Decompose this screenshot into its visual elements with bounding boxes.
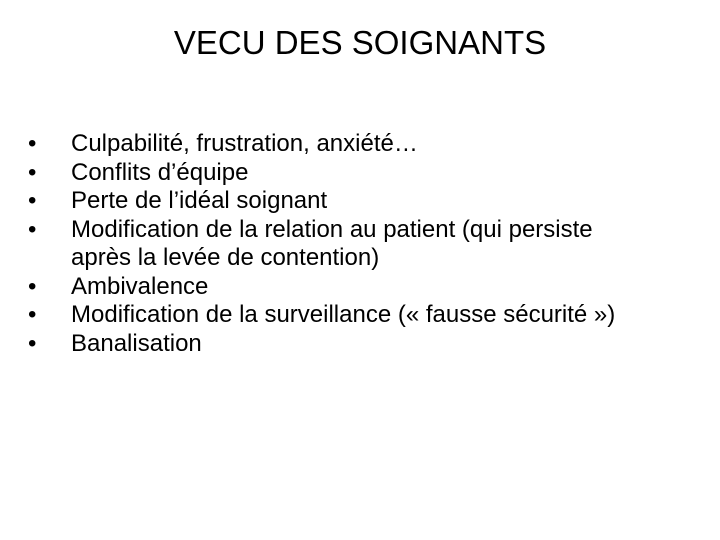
- bullet-text: Culpabilité, frustration, anxiété…: [71, 130, 418, 157]
- list-item: [28, 159, 648, 188]
- bullet-icon: •: [28, 158, 37, 186]
- bullet-text: Modification de la surveillance (« fausse sécurité »): [71, 301, 616, 328]
- list-item: [28, 273, 648, 302]
- list-item: [28, 187, 648, 216]
- slide-title: VECU DES SOIGNANTS: [173, 24, 547, 61]
- list-item: [28, 301, 648, 330]
- bullet-icon: •: [28, 301, 37, 328]
- bullet-text: Banalisation: [71, 329, 202, 357]
- list-item: [28, 330, 648, 359]
- list-item: [28, 216, 648, 273]
- bullet-text: Ambivalence: [71, 272, 209, 300]
- bullet-icon: •: [28, 130, 37, 157]
- list-item: [28, 130, 648, 159]
- bullet-text: Perte de l’idéal soignant: [71, 187, 328, 214]
- bullet-text: Modification de la relation au patient (qui persiste après la levée de contention): [71, 215, 593, 271]
- bullet-icon: •: [28, 329, 37, 357]
- bullet-list: [28, 130, 648, 358]
- bullet-icon: •: [28, 215, 37, 243]
- bullet-icon: •: [28, 187, 37, 214]
- bullet-text: Conflits d’équipe: [71, 158, 249, 186]
- bullet-icon: •: [28, 272, 37, 300]
